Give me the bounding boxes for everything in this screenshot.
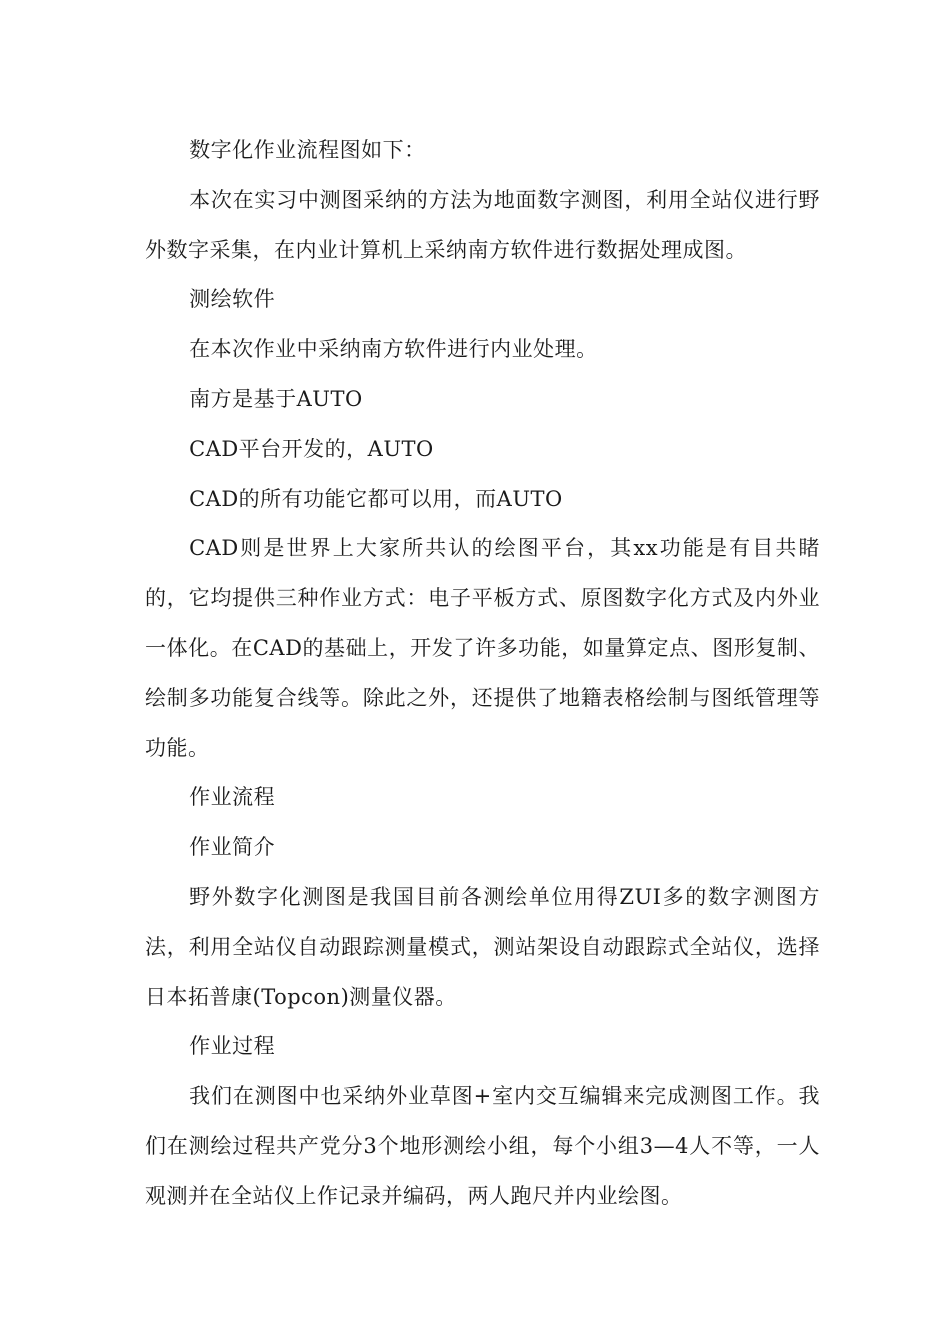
paragraph-autocad-1: 南方是基于AUTO [189,386,363,411]
paragraph-software-use: 在本次作业中采纳南方软件进行内业处理。 [189,337,598,362]
paragraph-autocad-2: CAD平台开发的，AUTO [189,436,434,461]
heading-work-process: 作业过程 [189,1034,276,1059]
paragraph-method: 本次在实习中测图采纳的方法为地面数字测图，利用全站仪进行野外数字采集，在内业计算机上采纳南方软件进行数据处理成图。 [145,187,820,262]
paragraph-flowchart-intro: 数字化作业流程图如下： [189,138,426,162]
paragraph-autocad-3: CAD的所有功能它都可以用，而AUTO [189,486,563,511]
paragraph-field-mapping: 野外数字化测图是我国目前各测绘单位用得ZUI多的数字测图方法，利用全站仪自动跟踪测量模式，测站架设自动跟踪式全站仪，选择日本拓普康(Topcon)测量仪器。 [145,884,820,1009]
heading-work-intro: 作业简介 [189,835,276,860]
paragraph-cad-features: CAD则是世界上大家所共认的绘图平台，其xx功能是有目共睹的，它均提供三种作业方式：电子平板方式、原图数字化方式及内外业一体化。在CAD的基础上，开发了许多功能，如量算定点、图形复制、绘制多功能复合线等。除此之外，还提供了地籍表格绘制与图纸管理等功能。 [145,536,820,760]
heading-workflow: 作业流程 [189,785,276,810]
heading-software: 测绘软件 [189,287,276,312]
paragraph-work-process: 我们在测图中也采纳外业草图+室内交互编辑来完成测图工作。我们在测绘过程共产党分3个地形测绘小组，每个小组3—4人不等，一人观测并在全站仪上作记录并编码，两人跑尺并内业绘图。 [145,1084,820,1208]
document-body [145,126,820,1222]
